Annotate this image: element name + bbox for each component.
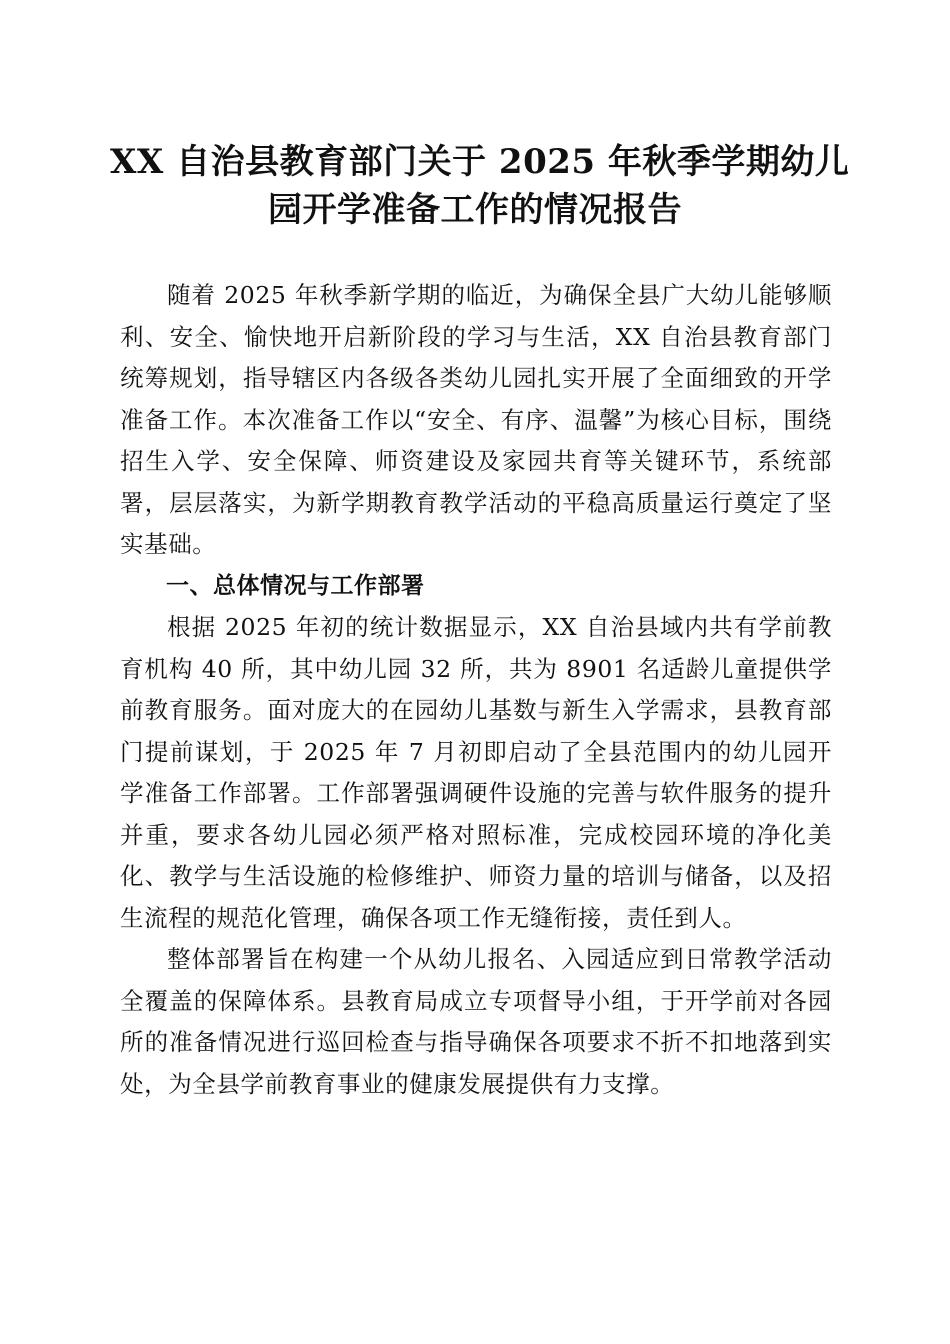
document-body (120, 275, 832, 1105)
section-1-paragraph-2: 整体部署旨在构建一个从幼儿报名、入园适应到日常教学活动全覆盖的保障体系。县教育局成立专项督导小组，于开学前对各园所的准备情况进行巡回检查与指导确保各项要求不折不扣地落到实处，为全县学前教育事业的健康发展提供有力支撑。 (120, 945, 832, 1098)
document-title (110, 138, 850, 234)
intro-paragraph: 随着 2025 年秋季新学期的临近，为确保全县广大幼儿能够顺利、安全、愉快地开启新阶段的学习与生活，XX 自治县教育部门统筹规划，指导辖区内各级各类幼儿园扎实开展了全面细致的开学准备工作。本次准备工作以“安全、有序、温馨”为核心目标，围绕招生入学、安全保障、师资建设及家园共育等关键环节，系统部署，层层落实，为新学期教育教学活动的平稳高质量运行奠定了坚实基础。 (120, 281, 832, 558)
title-line-2: 园开学准备工作的情况报告 (268, 190, 682, 230)
title-line-1: XX 自治县教育部门关于 2025 年秋季学期幼儿 (110, 142, 850, 182)
section-heading-1: 一、总体情况与工作部署 (166, 572, 425, 599)
section-1-paragraph-1: 根据 2025 年初的统计数据显示，XX 自治县域内共有学前教育机构 40 所，其中幼儿园 32 所，共为 8901 名适龄儿童提供学前教育服务。面对庞大的在园幼儿基数与新生入学需求，县教育部门提前谋划，于 2025 年 7 月初即启动了全县范围内的幼儿园开学准备工作部署。工作部署强调硬件设施的完善与软件服务的提升并重，要求各幼儿园必须严格对照标准，完成校园环境的净化美化、教学与生活设施的检修维护、师资力量的培训与储备，以及招生流程的规范化管理，确保各项工作无缝衔接，责任到人。 (120, 613, 832, 932)
